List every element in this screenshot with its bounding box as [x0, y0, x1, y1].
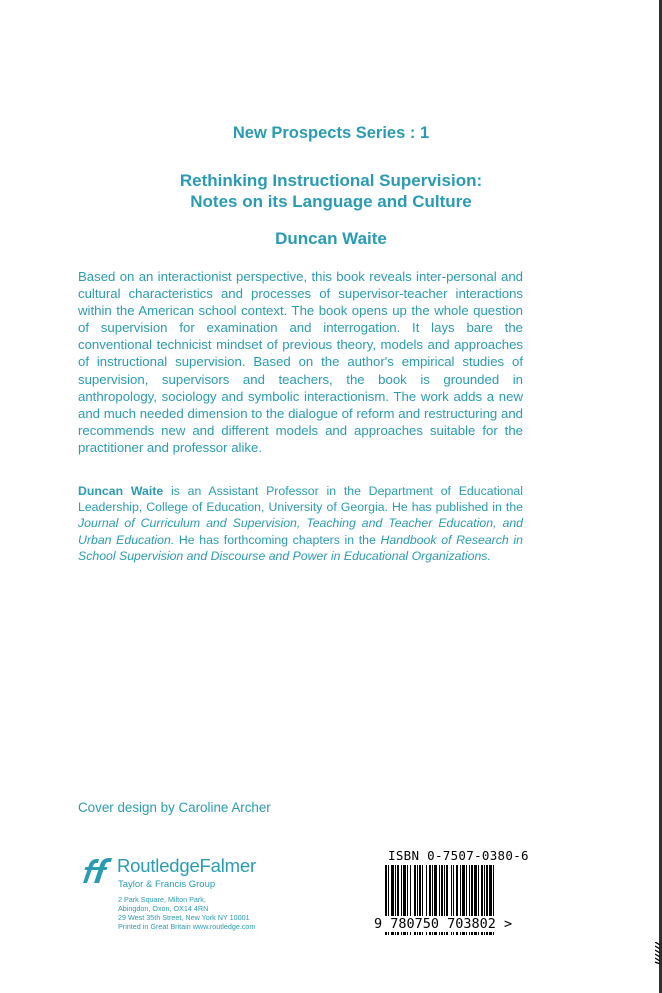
author-name: Duncan Waite: [275, 229, 387, 248]
bio-author-name: Duncan Waite: [78, 484, 164, 498]
book-title: [0, 170, 662, 212]
bio-text-1: is an Assistant Professor in the Department of Educational Leadership, College of Education, University of Georgia. He has published in the: [78, 484, 523, 515]
bio-handbooks: Handbook of Research in School Supervision and Discourse and Power in Educational Organizations.: [78, 532, 523, 563]
address-line: Printed in Great Britain www.routledge.com: [118, 922, 256, 931]
isbn-label: ISBN 0-7507-0380-6: [388, 848, 529, 863]
bio-text-2: He has forthcoming chapters in the: [174, 532, 381, 547]
routledge-logo-icon: [80, 853, 114, 885]
book-title-line-1: Rethinking Instructional Supervision:: [179, 171, 483, 190]
address-line: Abingdon, Oxon, OX14 4RN: [118, 904, 209, 913]
series-label: New Prospects Series : 1: [232, 124, 430, 142]
author-bio: [78, 483, 523, 564]
publisher-address: [118, 895, 255, 931]
bio-journals: Journal of Curriculum and Supervision, Teaching and Teacher Education, and Urban Education.: [78, 516, 523, 547]
barcode-digits: 9 780750 703802 >: [374, 916, 513, 932]
address-line: 2 Park Square, Milton Park,: [118, 895, 206, 904]
address-line: 29 West 35th Street, New York NY 10001: [118, 913, 250, 922]
book-description: Based on an interactionist perspective, this book reveals inter-personal and cultural characteristics and processes of supervisor-teacher interactions within the American school context. The book opens up the whole question of supervision for examination and interrogation. It lays bare the conventional technicist mindset of previous theory, models and approaches of instructional supervision. Based on the author's empirical studies of supervision, supervisors and teachers, the book is grounded in anthropology, sociology and symbolic interactionism. The work adds a new and much needed dimension to the dialogue of reform and restructuring and recommends new and different models and approaches suitable for the practitioner and professor alike.: [78, 269, 523, 455]
publisher-group: Taylor & Francis Group: [118, 879, 216, 890]
edge-stripes-icon: [655, 942, 660, 964]
publisher-name: RoutledgeFalmer: [117, 855, 256, 876]
cover-design-credit: Cover design by Caroline Archer: [78, 800, 271, 815]
book-title-line-2: Notes on its Language and Culture: [190, 192, 472, 211]
